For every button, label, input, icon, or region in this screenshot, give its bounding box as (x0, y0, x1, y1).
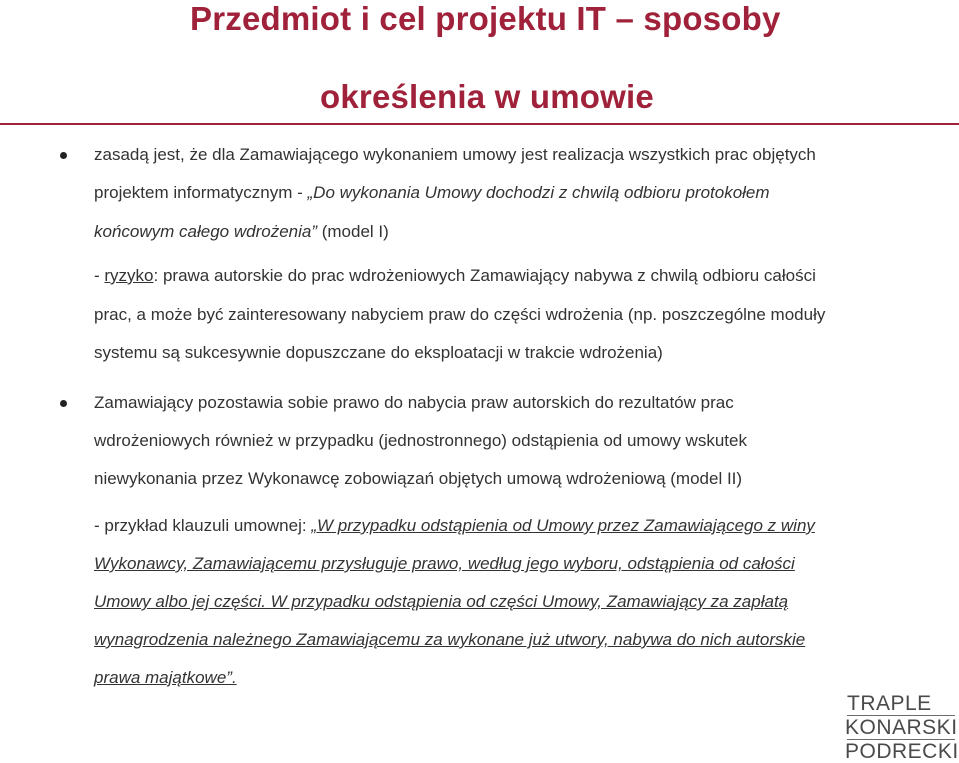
example-line-5: prawa majątkowe”. (94, 668, 237, 687)
example-prefix: - przykład klauzuli umownej: (94, 516, 312, 535)
risk-line-1 (94, 266, 816, 286)
bullet-2-line-2: wdrożeniowych również w przypadku (jednostronnego) odstąpienia od umowy wskutek (94, 431, 747, 450)
logo-line-1: TRAPLE (847, 692, 932, 715)
page-title-line-1: Przedmiot i cel projektu IT – sposoby (190, 0, 781, 37)
bullet-1-line-2-prefix: projektem informatycznym - (94, 183, 308, 202)
bullet-1-model-label: (model I) (317, 222, 389, 241)
risk-line-2: prac, a może być zainteresowany nabyciem praw do części wdrożenia (np. poszczególne moduły (94, 305, 826, 324)
example-line-4: wynagrodzenia należnego Zamawiającemu za wykonane już utwory, nabywa do nich autorskie (94, 630, 806, 649)
example-line-2: Wykonawcy, Zamawiającemu przysługuje prawo, według jego wyboru, odstąpienia od całości (94, 554, 795, 573)
bullet-1-quote-part-2: końcowym całego wdrożenia” (94, 222, 317, 241)
title-divider (0, 123, 959, 125)
bullet-1-marker (60, 152, 67, 159)
bullet-1-line-3 (94, 222, 389, 242)
example-line-3: Umowy albo jej części. W przypadku odstąpienia od części Umowy, Zamawiający za zapłatą (94, 592, 789, 611)
risk-label: ryzyko (104, 266, 154, 285)
bullet-2-line-3: niewykonania przez Wykonawcę zobowiązań objętych umową wdrożeniową (model II) (94, 469, 743, 488)
risk-dash: - (94, 266, 105, 285)
page-title-line-2: określenia w umowie (320, 78, 654, 115)
logo-line-3: PODRECKI (845, 740, 959, 763)
bullet-2-line-1: Zamawiający pozostawia sobie prawo do nabycia praw autorskich do rezultatów prac (94, 393, 734, 412)
bullet-1-line-1: zasadą jest, że dla Zamawiającego wykonaniem umowy jest realizacja wszystkich prac objętych (94, 145, 816, 164)
example-quote-1: „W przypadku odstąpienia od Umowy przez Zamawiającego z winy (311, 516, 815, 535)
example-line-1 (94, 516, 815, 536)
bullet-1-line-2 (94, 183, 770, 203)
bullet-1-quote-part-1: „Do wykonania Umowy dochodzi z chwilą odbioru protokołem (307, 183, 770, 202)
risk-line-3: systemu są sukcesywnie dopuszczane do eksploatacji w trakcie wdrożenia) (94, 343, 663, 362)
logo-line-2: KONARSKI (845, 716, 958, 739)
bullet-2-marker (60, 400, 67, 407)
risk-line-1-text: : prawa autorskie do prac wdrożeniowych Zamawiający nabywa z chwilą odbioru całości (153, 266, 816, 285)
company-logo (845, 692, 957, 763)
